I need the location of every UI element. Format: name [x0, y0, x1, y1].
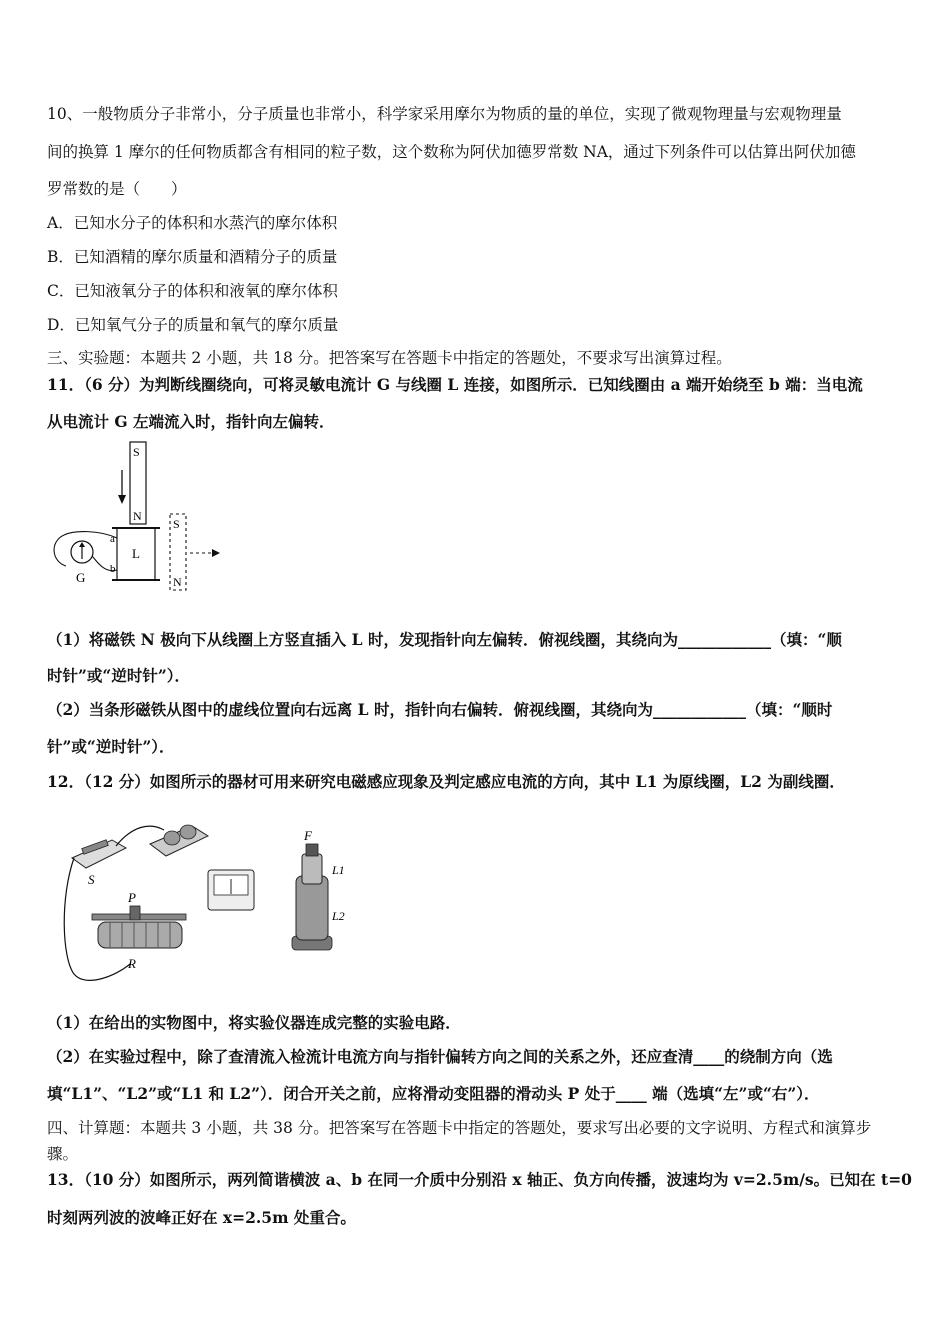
down-arrow-head	[118, 495, 126, 504]
q13-line-1: 13．（10 分）如图所示，两列简谐横波 a、b 在同一介质中分别沿 x 轴正、负方向传播，波速均为 v=2.5m/s。已知在 t=0	[47, 1170, 912, 1189]
q11-line-1: 11．（6 分）为判断线圈绕向，可将灵敏电流计 G 与线圈 L 连接，如图所示．已知线圈由 a 端开始绕至 b 端：当电流	[47, 375, 863, 394]
q10-line-2: 间的换算 1 摩尔的任何物质都含有相同的粒子数，这个数称为阿伏加德罗常数 NA，通过下列条件可以估算出阿伏加德	[47, 143, 856, 161]
q11-line-2: 从电流计 G 左端流入时，指针向左偏转．	[47, 412, 335, 431]
q12-apparatus-figure	[60, 818, 360, 988]
q10-line-1: 10、一般物质分子非常小，分子质量也非常小，科学家采用摩尔为物质的量的单位，实现了微观物理量与宏观物理量	[47, 105, 842, 123]
q10-option-a: A．已知水分子的体积和水蒸汽的摩尔体积	[47, 214, 338, 232]
dashed-magnet-s-label: S	[173, 517, 180, 531]
outer-coil	[296, 876, 328, 940]
q12-part2-line-2: 填“L1”、“L2”或“L1 和 L2”）．闭合开关之前，应将滑动变阻器的滑动头 P 处于____ 端（选填“左”或“右”）．	[47, 1084, 820, 1103]
q13-line-2: 时刻两列波的波峰正好在 x=2.5m 处重合。	[47, 1208, 356, 1227]
rheostat-slider	[130, 906, 140, 920]
galvanometer-label: G	[76, 570, 86, 585]
section-4-heading-line-2: 骤。	[47, 1145, 79, 1163]
q11-coil-figure	[44, 440, 229, 595]
inner-coil	[302, 854, 322, 884]
slider-label: P	[128, 890, 136, 905]
core-label: F	[304, 828, 312, 843]
rheostat-coil	[98, 922, 182, 948]
secondary-coil-label: L2	[332, 909, 345, 923]
q10-option-b: B．已知酒精的摩尔质量和酒精分子的质量	[47, 248, 338, 266]
battery-cell-1	[164, 831, 180, 845]
q10-line-3: 罗常数的是（ ）	[47, 180, 187, 198]
magnet-s-label: S	[133, 445, 140, 459]
q11-part1-line-2: 时针”或“逆时针”）．	[47, 666, 190, 685]
q10-option-c: C．已知液氧分子的体积和液氧的摩尔体积	[47, 282, 338, 300]
q12-line-1: 12．（12 分）如图所示的器材可用来研究电磁感应现象及判定感应电流的方向，其中 L1 为原线圈，L2 为副线圈．	[47, 772, 845, 791]
right-arrow-head	[212, 549, 220, 557]
iron-core	[306, 844, 318, 856]
primary-coil-label: L1	[332, 863, 345, 877]
q11-part2-line-2: 针”或“逆时针”）．	[47, 737, 175, 756]
section-4-heading-line-1: 四、计算题：本题共 3 小题，共 38 分。把答案写在答题卡中指定的答题处，要求写出必要的文字说明、方程式和演算步	[47, 1119, 872, 1137]
dashed-magnet-n-label: N	[173, 575, 182, 589]
q10-option-d: D．已知氧气分子的质量和氧气的摩尔质量	[47, 316, 339, 334]
q12-part2-line-1: （2）在实验过程中，除了查清流入检流计电流方向与指针偏转方向之间的关系之外，还应查清____的绕制方向（选	[47, 1047, 833, 1066]
q12-part1: （1）在给出的实物图中，将实验仪器连成完整的实验电路．	[47, 1013, 461, 1032]
magnet-n-label: N	[133, 509, 142, 523]
q11-part2-line-1: （2）当条形磁铁从图中的虚线位置向右远离 L 时，指针向右偏转．俯视线圈，其绕向为____________（填：“顺时	[47, 700, 833, 719]
battery-cell-2	[180, 825, 196, 839]
terminal-b-label: b	[110, 563, 116, 575]
rheostat-label: R	[128, 956, 136, 971]
switch-label: S	[88, 872, 95, 887]
section-3-heading: 三、实验题：本题共 2 小题，共 18 分。把答案写在答题卡中指定的答题处，不要求写出演算过程。	[47, 349, 732, 367]
q11-part1-line-1: （1）将磁铁 N 极向下从线圈上方竖直插入 L 时，发现指针向左偏转．俯视线圈，其绕向为____________（填：“顺	[47, 630, 842, 649]
terminal-a-label: a	[110, 533, 115, 545]
coil-label: L	[132, 546, 140, 561]
